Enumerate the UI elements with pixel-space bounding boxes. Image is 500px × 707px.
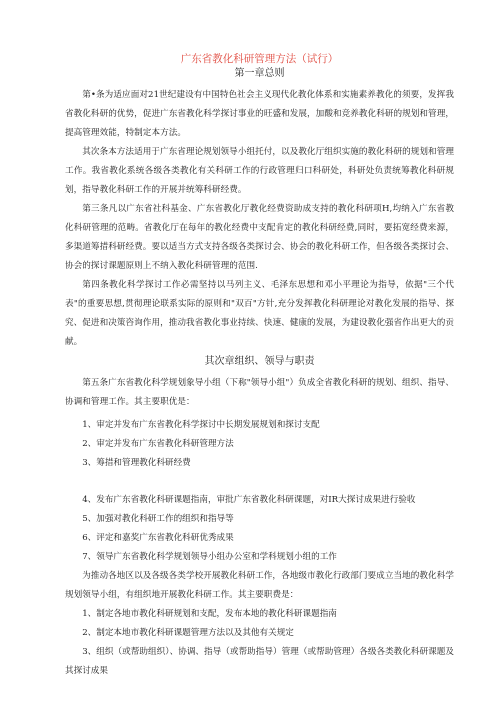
duty-item-5: 5、加强对教化科研工作的组织和指导等 xyxy=(82,514,234,524)
document-title: 广东省教化科研管理方法（试行） xyxy=(180,53,339,65)
chapter-2-heading: 其次章组织、领导与职责 xyxy=(204,356,315,367)
duty-item-3: 3、筹措和管理教化科研经费 xyxy=(82,458,191,468)
duty-item-7: 7、领导广东省教化科学规划领导小组办公室和学科规划小组的工作 xyxy=(82,552,337,562)
duty-item-1: 1、审定并发布广东省教化科学探讨中长期发展规划和探讨支配 xyxy=(82,420,320,430)
duty-item-4: 4、发布广东省教化科研课题指南，审批广东省教化科研课题，对IR大探讨成果进行验收 xyxy=(82,495,416,505)
city-duty-item-2: 2、制定本地市教化科研课题管理方法以及其他有关规定 xyxy=(82,628,294,638)
article-1: 第•条为适应面对21世纪建设有中国特色社会主义现代化教化体系和实施素养教化的须要，发挥我省教化科研的优势，促进广东省教化科学探讨事业的旺盛和发展，加酸和竞养教化科研的规划和管理，提高管理效能，特制定本方法。 xyxy=(65,90,454,138)
article-5: 第五条广东省教化科学规划象导小组（下称"领导小组"）负成全省教化科研的规划、组织、指导、协调和管理工作。其主要职优是： xyxy=(65,378,454,407)
city-duty-item-3: 3、组织（或帮助组织）、协调、指导（或帮助指导）管理（或帮助管理）各级各类教化科研课题及其探讨成果 xyxy=(65,647,454,676)
chapter-1-heading: 第一章总则 xyxy=(234,68,285,79)
article-4: 第四条教化科学探讨工作必需坚持以马列主义、毛泽东思想和邓小平理论为指导，依据"三个代表"的重要思想,贯彻理论联系实际的原则和"双百"方针,充分发挥教化科研理论对教化发展的指导、探究、促进和决策咨询作用，推动我省教化事业持续、快速、健康的发展，为建设教化强省作出更大的贡献。 xyxy=(65,280,454,347)
duty-item-6: 6、评定和嘉奖广东省教化科研优秀成果 xyxy=(82,533,234,543)
duty-item-2: 2、审定并发布广东省教化科研管理方法 xyxy=(82,439,234,449)
city-duties-intro: 为推动各地区以及各级各类学校开展教化科研工作，各地级市教化行政部门要成立当地的教化科学规划领导小组，有组织地开展教化科研工作。其主要职费是： xyxy=(65,571,454,600)
article-3: 第三条凡以广东省社科基金、广东省教化厅教化经费资助成支持的教化科研项H,均纳入广东省教化科研管理的范畴。省教化厅在每年的教化经费中支配肯定的教化科研经费,同时，要拓宽经费来源，多渠道筹措科研经费。要以适当方式支持各级各类探讨会、协会的教化科研工作，但各级各类探讨会、协会的探讨课题原则上不纳入教化科研管理的范围. xyxy=(65,204,454,271)
city-duty-item-1: 1、制定各地市教化科研规划和支配，发布本地的教化科研课题指南 xyxy=(82,609,337,619)
article-2: 其次条本方法适用于广东省理论规划领导小组托付，以及教化厅组织实施的教化科研的规划和管理工作。我省教化系统各级各类教化有关科研工作的行政管理归口科研处，科研处负责统筹教化科研规划，指导教化科研工作的开展并统筹科研经费。 xyxy=(65,147,454,195)
